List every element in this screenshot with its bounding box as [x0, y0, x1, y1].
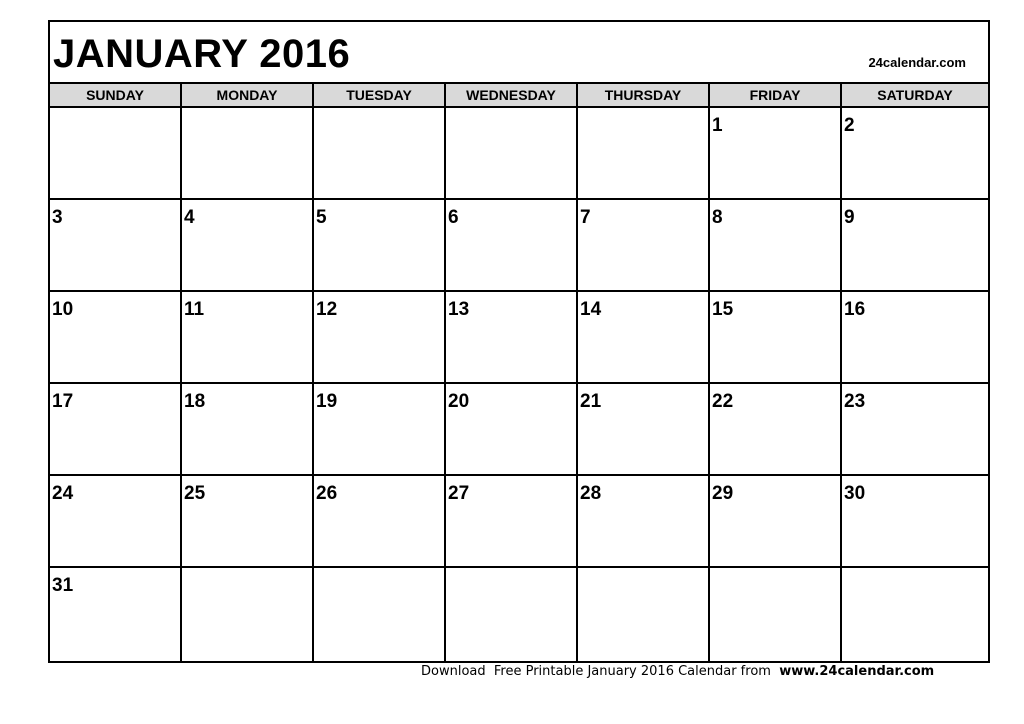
day-cell	[182, 200, 314, 292]
day-cell	[842, 200, 988, 292]
day-number: 19	[316, 391, 338, 412]
day-cell	[842, 292, 988, 384]
day-cell	[50, 568, 182, 661]
site-brand: 24calendar.com	[868, 55, 966, 70]
day-cell	[50, 292, 182, 384]
empty-day-cell	[710, 568, 842, 661]
calendar-header	[50, 22, 988, 84]
day-cell	[314, 476, 446, 568]
day-number: 21	[580, 391, 602, 412]
day-number: 25	[184, 483, 206, 504]
day-cell	[446, 384, 578, 476]
empty-day-cell	[578, 108, 710, 200]
day-cell	[50, 200, 182, 292]
day-cell	[50, 476, 182, 568]
day-grid	[50, 108, 988, 661]
day-number: 22	[712, 391, 734, 412]
footer-text: Download Free Printable January 2016 Calendar from	[421, 664, 780, 679]
empty-day-cell	[182, 568, 314, 661]
day-cell	[578, 476, 710, 568]
day-number: 28	[580, 483, 602, 504]
weekday-saturday: SATURDAY	[877, 87, 953, 103]
day-cell	[182, 476, 314, 568]
day-cell	[182, 292, 314, 384]
empty-day-cell	[50, 108, 182, 200]
day-number: 27	[448, 483, 470, 504]
day-cell	[314, 200, 446, 292]
weekday-header-row	[50, 84, 988, 108]
day-number: 11	[184, 299, 205, 320]
day-number: 16	[844, 299, 866, 320]
day-cell	[842, 108, 988, 200]
day-cell	[578, 292, 710, 384]
day-number: 4	[184, 207, 195, 228]
day-number: 17	[52, 391, 74, 412]
weekday-thursday: THURSDAY	[578, 84, 710, 106]
day-number: 6	[448, 207, 459, 228]
day-number: 23	[844, 391, 866, 412]
calendar	[48, 20, 990, 663]
day-cell	[710, 384, 842, 476]
weekday-wednesday: WEDNESDAY	[446, 84, 578, 106]
day-number: 12	[316, 299, 338, 320]
day-number: 20	[448, 391, 470, 412]
day-number: 5	[316, 207, 327, 228]
day-cell	[710, 476, 842, 568]
day-cell	[842, 384, 988, 476]
empty-day-cell	[446, 568, 578, 661]
day-cell	[446, 292, 578, 384]
day-number: 30	[844, 483, 866, 504]
day-cell	[446, 476, 578, 568]
day-cell	[50, 384, 182, 476]
weekday-sunday: SUNDAY	[50, 84, 182, 106]
day-number: 29	[712, 483, 734, 504]
day-number: 9	[844, 207, 855, 228]
weekday-friday: FRIDAY	[710, 84, 842, 106]
day-cell	[314, 292, 446, 384]
day-number: 18	[184, 391, 206, 412]
day-cell	[710, 292, 842, 384]
footer	[421, 664, 934, 680]
day-cell	[710, 200, 842, 292]
weekday-monday: MONDAY	[182, 84, 314, 106]
day-cell	[314, 384, 446, 476]
empty-day-cell	[314, 568, 446, 661]
footer-link[interactable]: www.24calendar.com	[779, 664, 935, 679]
day-cell	[842, 476, 988, 568]
month-title: JANUARY 2016	[53, 32, 351, 76]
day-number: 3	[52, 207, 63, 228]
day-number: 14	[580, 299, 602, 320]
day-cell	[446, 200, 578, 292]
empty-day-cell	[446, 108, 578, 200]
day-number: 13	[448, 299, 470, 320]
weekday-tuesday: TUESDAY	[314, 84, 446, 106]
day-number: 15	[712, 299, 734, 320]
day-number: 7	[580, 207, 591, 228]
day-number: 31	[52, 575, 74, 596]
day-number: 2	[844, 115, 855, 136]
day-number: 24	[52, 483, 74, 504]
empty-day-cell	[578, 568, 710, 661]
day-number: 1	[712, 115, 723, 136]
day-number: 10	[52, 299, 74, 320]
day-cell	[710, 108, 842, 200]
day-number: 8	[712, 207, 723, 228]
day-number: 26	[316, 483, 338, 504]
day-cell	[578, 200, 710, 292]
day-cell	[182, 384, 314, 476]
empty-day-cell	[314, 108, 446, 200]
day-cell	[578, 384, 710, 476]
empty-day-cell	[182, 108, 314, 200]
empty-day-cell	[842, 568, 988, 661]
